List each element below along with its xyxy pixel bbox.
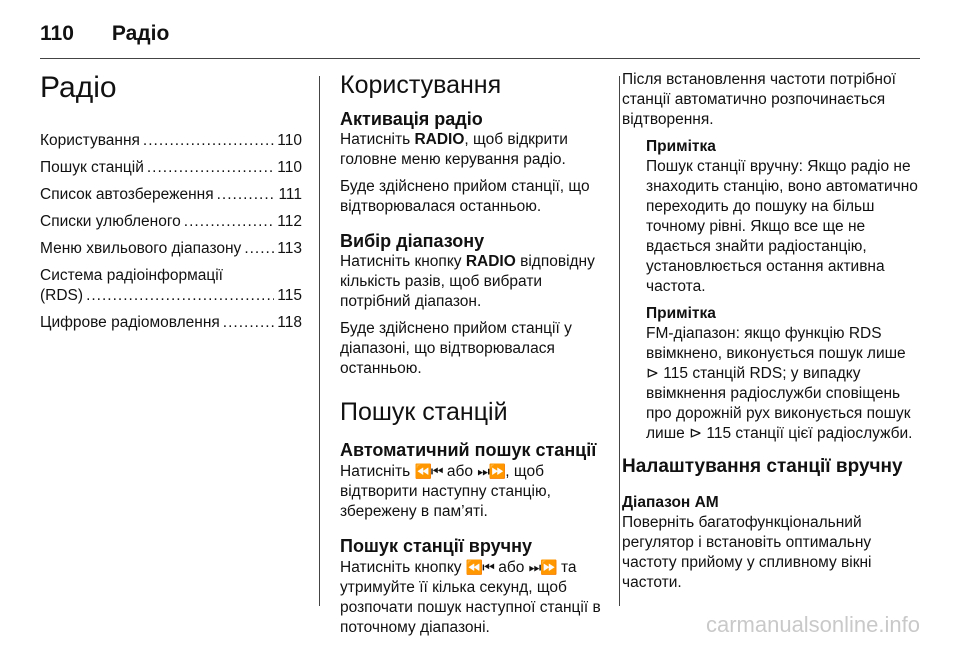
manual-search-title: Пошук станції вручну <box>340 536 532 556</box>
column-toc <box>40 70 302 340</box>
note-title: Примітка <box>646 305 716 322</box>
toc-entry[interactable] <box>40 239 302 259</box>
table-of-contents <box>40 131 302 333</box>
page-header <box>40 22 169 46</box>
seek-back-icon: ⏪⏮ <box>465 559 494 575</box>
page-ref-arrow-icon[interactable]: ⊳ <box>689 425 703 442</box>
chapter-title: Радіо <box>40 71 117 104</box>
note-text: FM-діапазон: якщо функцію RDS ввімкнено, виконується пошук лише ⊳ 115 станцій RDS; у випадку ввімкнення радіослужби сповіщень про дорожній рух виконується пошук лише ⊳ 115 станції цієї радіослужби. <box>646 325 913 442</box>
seek-back-icon: ⏪⏮ <box>414 463 443 479</box>
toc-leader <box>184 212 275 232</box>
activation-title: Активація радіо <box>340 109 483 129</box>
activation-text-2: Буде здійснено прийом станції, що відтворювалася останньою. <box>340 178 590 215</box>
band-text-2: Буде здійснено прийом станції у діапазоні, що відтворювалася останньою. <box>340 320 572 377</box>
auto-search-text: Натисніть ⏪⏮ або ⏭⏩, щоб відтворити наступну станцію, збережену в пам’яті. <box>340 463 551 520</box>
toc-page: 110 <box>277 132 302 149</box>
page-ref-arrow-icon[interactable]: ⊳ <box>646 365 659 382</box>
column-divider-1 <box>319 76 320 606</box>
seek-forward-icon: ⏭⏩ <box>528 559 557 575</box>
seek-forward-icon: ⏭⏩ <box>477 463 506 479</box>
toc-entry[interactable] <box>40 131 302 151</box>
manual-tuning-heading: Налаштування станції вручну <box>622 456 903 477</box>
usage-heading: Користування <box>340 71 502 99</box>
manual-search-text: Натисніть кнопку ⏪⏮ або ⏭⏩ та утримуйте її кілька секунд, щоб розпочати пошук наступної станції в поточному діапазоні. <box>340 559 601 636</box>
page-number: 110 <box>40 22 74 45</box>
toc-label: Пошук станцій <box>40 159 144 176</box>
toc-page: 112 <box>277 213 302 230</box>
toc-leader <box>143 131 274 151</box>
note-text: Пошук станції вручну: Якщо радіо не знаходить станцію, воно автоматично переходить до пошуку на більш точному рівні. Якщо все ще не вдається знайти радіостанцію, установлюється остання активна частота. <box>646 158 918 295</box>
toc-leader <box>147 158 274 178</box>
header-section-title: Радіо <box>111 22 170 45</box>
toc-label: Списки улюбленого <box>40 213 181 230</box>
column-usage <box>340 70 602 645</box>
note-1 <box>646 137 922 297</box>
toc-page: 111 <box>278 186 302 203</box>
toc-label: (RDS) <box>40 287 84 304</box>
band-title: Вибір діапазону <box>340 231 485 251</box>
toc-entry[interactable] <box>40 286 302 306</box>
toc-page: 110 <box>277 159 302 176</box>
toc-leader <box>217 185 276 205</box>
toc-leader <box>223 313 274 333</box>
toc-label: Список автозбереження <box>40 186 214 203</box>
toc-label: Користування <box>40 132 140 149</box>
search-heading: Пошук станцій <box>340 398 508 426</box>
auto-search-title: Автоматичний пошук станції <box>340 440 597 460</box>
toc-label: Цифрове радіомовлення <box>40 314 220 331</box>
am-band-title: Діапазон АМ <box>622 494 719 511</box>
toc-page: 113 <box>277 240 302 257</box>
toc-entry-line1[interactable]: Система радіоінформації <box>40 267 223 284</box>
watermark: carmanualsonline.info <box>705 612 920 637</box>
activation-text-1: Натисніть RADIO, щоб відкрити головне меню керування радіо. <box>340 131 568 168</box>
toc-leader <box>86 286 274 306</box>
band-text-1: Натисніть кнопку RADIO відповідну кількість разів, щоб вибрати потрібний діапазон. <box>340 253 595 310</box>
column-details <box>622 70 922 600</box>
toc-entry[interactable] <box>40 185 302 205</box>
note-title: Примітка <box>646 138 716 155</box>
column-divider-2 <box>619 76 620 606</box>
toc-entry[interactable] <box>40 158 302 178</box>
toc-page: 118 <box>277 314 302 331</box>
toc-leader <box>244 239 274 259</box>
am-band-text: Поверніть багатофункціональний регулятор і встановіть оптимальну частоту прийому у спливному вікні частоти. <box>622 514 872 591</box>
toc-page: 115 <box>277 287 302 304</box>
intro-text: Після встановлення частоти потрібної станції автоматично розпочинається відтворення. <box>622 71 896 128</box>
toc-entry[interactable] <box>40 313 302 333</box>
toc-label: Меню хвильового діапазону <box>40 240 242 257</box>
note-2 <box>646 304 922 444</box>
header-rule <box>40 58 920 59</box>
toc-entry[interactable] <box>40 212 302 232</box>
